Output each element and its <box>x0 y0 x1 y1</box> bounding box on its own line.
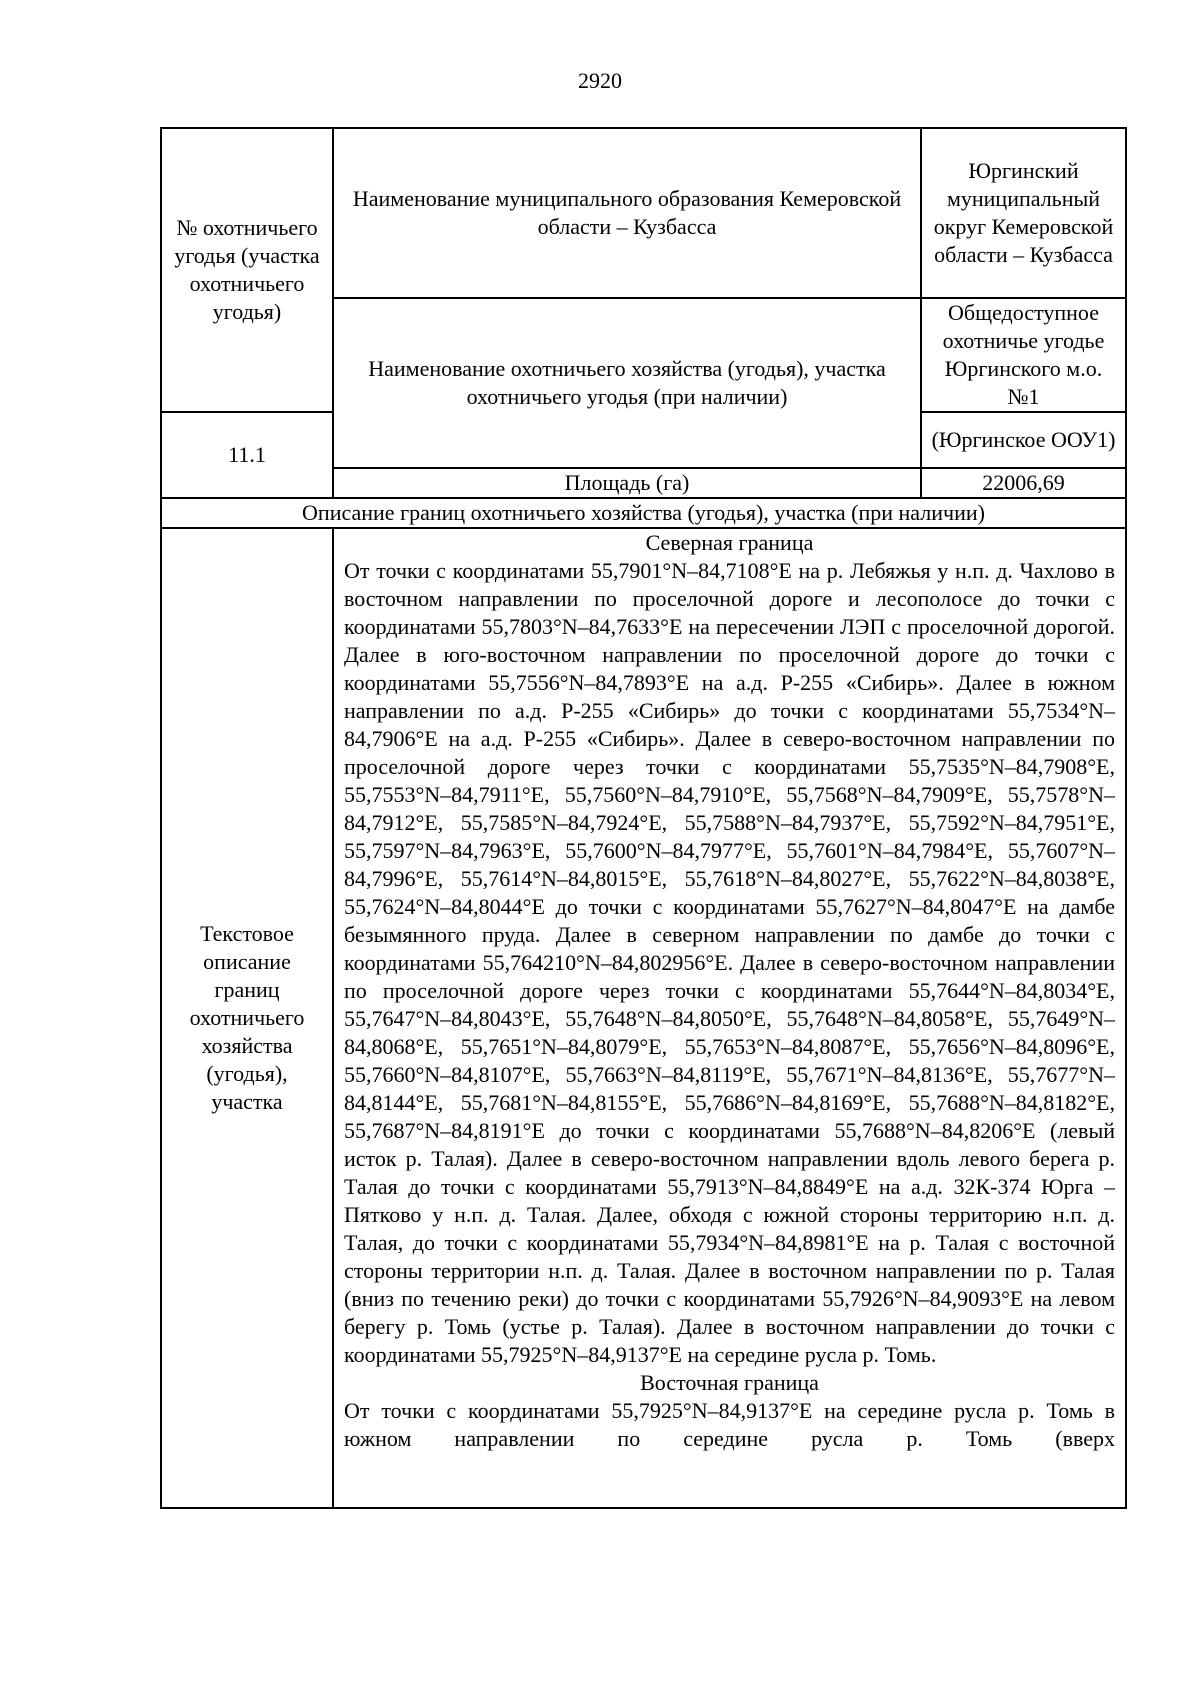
municipality-label: Наименование муниципального образования Кемеровской области – Кузбасса <box>333 128 921 298</box>
municipality-value: Юргинский муниципальный округ Кемеровской области – Кузбасса <box>921 128 1126 298</box>
ground-number-value: 11.1 <box>161 412 333 498</box>
description-label: Текстовое описание границ охотничьего хозяйства (угодья), участка <box>161 528 333 1508</box>
area-value: 22006,69 <box>921 468 1126 498</box>
east-boundary-text: От точки с координатами 55,7925°N–84,9137°E на середине русла р. Томь в южном направлении по середине русла р. Томь (вверх <box>344 1398 1115 1451</box>
page-number: 2920 <box>578 68 622 93</box>
hunting-farm-value-short: (Юргинское ООУ1) <box>921 412 1126 468</box>
north-boundary-title: Северная граница <box>645 530 814 555</box>
area-label: Площадь (га) <box>333 468 921 498</box>
hunting-farm-value: Общедоступное охотничье угодье Юргинского м.о. №1 <box>921 298 1126 412</box>
east-boundary-title: Восточная граница <box>640 1370 819 1395</box>
ground-number-label: № охотничьего угодья (участка охотничьего угодья) <box>161 128 333 412</box>
hunting-ground-table <box>160 127 1127 1509</box>
description-heading: Описание границ охотничьего хозяйства (угодья), участка (при наличии) <box>161 498 1126 528</box>
boundary-description <box>333 528 1126 1508</box>
hunting-farm-label: Наименование охотничьего хозяйства (угодья), участка охотничьего угодья (при наличии) <box>333 298 921 468</box>
north-boundary-text: От точки с координатами 55,7901°N–84,7108°E на р. Лебяжья у н.п. д. Чахлово в восточном направлении по проселочной дороге и лесополосе до точки с координатами 55,7803°N–84,7633°E на пересечении ЛЭП с проселочной дорогой. Далее в юго-восточном направлении по проселочной дороге до точки с координатами 55,7556°N–84,7893°E на а.д. Р-255 «Сибирь». Далее в южном направлении по а.д. Р-255 «Сибирь» до точки с координатами 55,7534°N–84,7906°E на а.д. Р-255 «Сибирь». Далее в северо-восточном направлении по проселочной дороге через точки с координатами 55,7535°N–84,7908°E, 55,7553°N–84,7911°E, 55,7560°N–84,7910°E, 55,7568°N–84,7909°E, 55,7578°N–84,7912°E, 55,7585°N–84,7924°E, 55,7588°N–84,7937°E, 55,7592°N–84,7951°E, 55,7597°N–84,7963°E, 55,7600°N–84,7977°E, 55,7601°N–84,7984°E, 55,7607°N–84,7996°E, 55,7614°N–84,8015°E, 55,7618°N–84,8027°E, 55,7622°N–84,8038°E, 55,7624°N–84,8044°E до точки с координатами 55,7627°N–84,8047°E на дамбе безымянного пруда. Далее в северном направлении по дамбе до точки с координатами 55,764210°N–84,802956°E. Далее в северо-восточном направлении по проселочной дороге через точки с координатами 55,7644°N–84,8034°E, 55,7647°N–84,8043°E, 55,7648°N–84,8050°E, 55,7648°N–84,8058°E, 55,7649°N–84,8068°E, 55,7651°N–84,8079°E, 55,7653°N–84,8087°E, 55,7656°N–84,8096°E, 55,7660°N–84,8107°E, 55,7663°N–84,8119°E, 55,7671°N–84,8136°E, 55,7677°N–84,8144°E, 55,7681°N–84,8155°E, 55,7686°N–84,8169°E, 55,7688°N–84,8182°E, 55,7687°N–84,8191°E до точки с координатами 55,7688°N–84,8206°E (левый исток р. Талая). Далее в северо-восточном направлении вдоль левого берега р. Талая до точки с координатами 55,7913°N–84,8849°E на а.д. 32К-374 Юрга – Пятково у н.п. д. Талая. Далее, обходя с южной стороны территорию н.п. д. Талая, до точки с координатами 55,7934°N–84,8981°E на р. Талая с восточной стороны территории н.п. д. Талая. Далее в восточном направлении по р. Талая (вниз по течению реки) до точки с координатами 55,7926°N–84,9093°E на левом берегу р. Томь (устье р. Талая). Далее в восточном направлении до точки с координатами 55,7925°N–84,9137°E на середине русла р. Томь. <box>344 558 1115 1367</box>
